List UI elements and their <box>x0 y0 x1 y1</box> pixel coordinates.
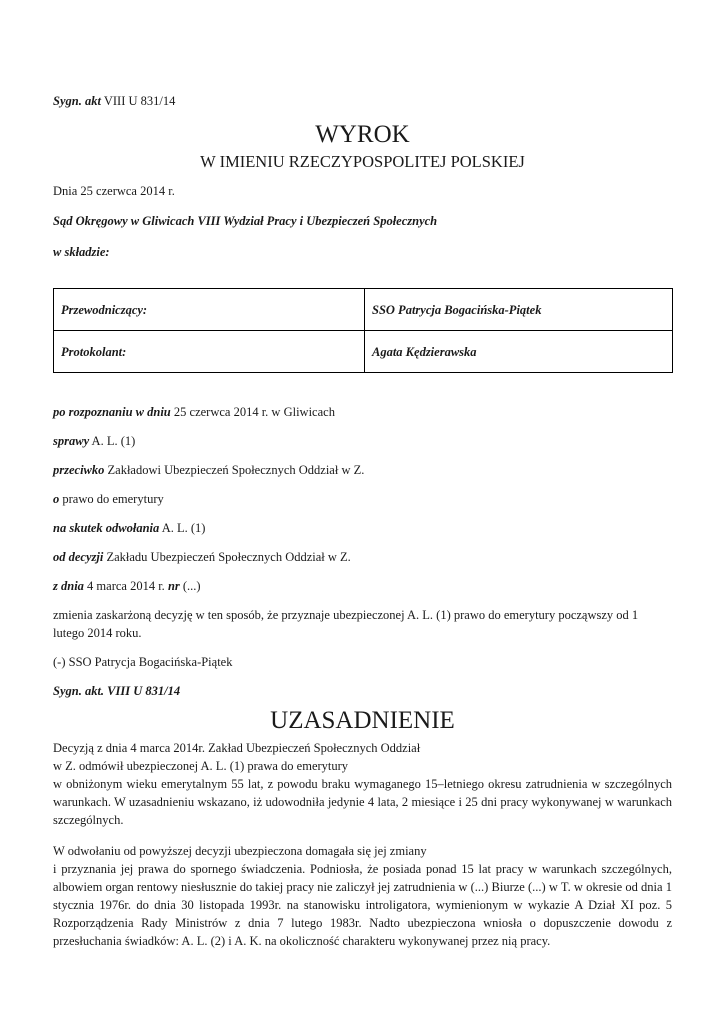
justification-paragraph-2 <box>53 842 672 950</box>
subject-line <box>53 490 672 508</box>
against-line <box>53 461 672 479</box>
paragraph-line: Decyzją z dnia 4 marca 2014r. Zakład Ubezpieczeń Społecznych Oddział <box>53 741 421 755</box>
verdict-subtitle: W IMIENIU RZECZYPOSPOLITEJ POLSKIEJ <box>200 152 525 171</box>
decision-label: od decyzji <box>53 550 104 564</box>
composition-row <box>54 289 673 331</box>
decision-date-line <box>53 577 672 595</box>
subject-value: prawo do emerytury <box>59 492 164 506</box>
signature: (-) SSO Patrycja Bogacińska-Piątek <box>53 655 233 669</box>
justification-title: UZASADNIENIE <box>270 707 455 734</box>
verdict-date: Dnia 25 czerwca 2014 r. <box>53 184 175 198</box>
subject-label: o <box>53 492 60 506</box>
justification-paragraph-1 <box>53 739 672 829</box>
decision-line <box>53 548 672 566</box>
paragraph-body: w obniżonym wieku emerytalnym 55 lat, z powodu braku wymaganego 15–letniego okresu zatrudnienia w szczególnych warunkach. W uzasadnieniu wskazano, iż udowodniła jedynie 4 lata, 2 miesiące i 25 dni pracy wykonywanej w warunkach szczególnych. <box>53 777 672 827</box>
case-number-2: Sygn. akt. VIII U 831/14 <box>53 684 181 698</box>
composition-person: Agata Kędzierawska <box>365 331 673 373</box>
case-number <box>53 92 672 110</box>
paragraph-body: i przyznania jej prawa do spornego świadczenia. Podniosła, że posiada ponad 15 lat pracy w warunkach szczególnych, albowiem organ rentowy niesłusznie do takiej pracy nie zaliczył jej zatrudnienia w (...) Biurze (...) w T. w okresie od dnia 1 stycznia 1976r. do dnia 30 listopada 1993r. na stanowisku introligatora, wymienionym w wykazie A Dział XI poz. 5 Rozporządzenia Rady Ministrów z dnia 7 lutego 1983r. Nadto ubezpieczona wniosła o dopuszczenie dowodu z przesłuchania świadków: A. L. (2) i A. K. na okoliczność charakteru wykonywanej przez nią pracy. <box>53 862 672 948</box>
paragraph-line: w Z. odmówił ubezpieczonej A. L. (1) prawa do emerytury <box>53 759 349 773</box>
hearing-value: 25 czerwca 2014 r. w Gliwicach <box>170 405 335 419</box>
appeal-line <box>53 519 672 537</box>
decision-number-value: (...) <box>179 579 201 593</box>
case-number-value: VIII U 831/14 <box>100 94 176 108</box>
case-of-value: A. L. (1) <box>89 434 136 448</box>
composition-row <box>54 331 673 373</box>
decision-date-value: 4 marca 2014 r. <box>83 579 168 593</box>
hearing-line <box>53 403 672 421</box>
composition-role: Protokolant: <box>54 331 365 373</box>
ruling-text: zmienia zaskarżoną decyzję w ten sposób, że przyznaje ubezpieczonej A. L. (1) prawo do emerytury począwszy od 1 lutego 2014 roku. <box>53 608 639 640</box>
composition-table <box>53 288 673 373</box>
decision-number-label: nr <box>167 579 180 593</box>
paragraph-line: W odwołaniu od powyższej decyzji ubezpieczona domagała się jej zmiany <box>53 844 427 858</box>
case-number-label: Sygn. akt <box>53 94 101 108</box>
case-of-label: sprawy <box>53 434 90 448</box>
court-name: Sąd Okręgowy w Gliwicach VIII Wydział Pracy i Ubezpieczeń Społecznych <box>53 214 438 228</box>
verdict-title: WYROK <box>315 121 410 148</box>
composition-role: Przewodniczący: <box>54 289 365 331</box>
case-of-line <box>53 432 672 450</box>
appeal-value: A. L. (1) <box>159 521 206 535</box>
appeal-label: na skutek odwołania <box>53 521 160 535</box>
decision-value: Zakładu Ubezpieczeń Społecznych Oddział w Z. <box>103 550 351 564</box>
composition-person: SSO Patrycja Bogacińska-Piątek <box>365 289 673 331</box>
decision-date-label: z dnia <box>53 579 84 593</box>
against-value: Zakładowi Ubezpieczeń Społecznych Oddział w Z. <box>104 463 365 477</box>
hearing-label: po rozpoznaniu w dniu <box>53 405 171 419</box>
composition-label: w składzie: <box>53 245 110 259</box>
against-label: przeciwko <box>53 463 105 477</box>
